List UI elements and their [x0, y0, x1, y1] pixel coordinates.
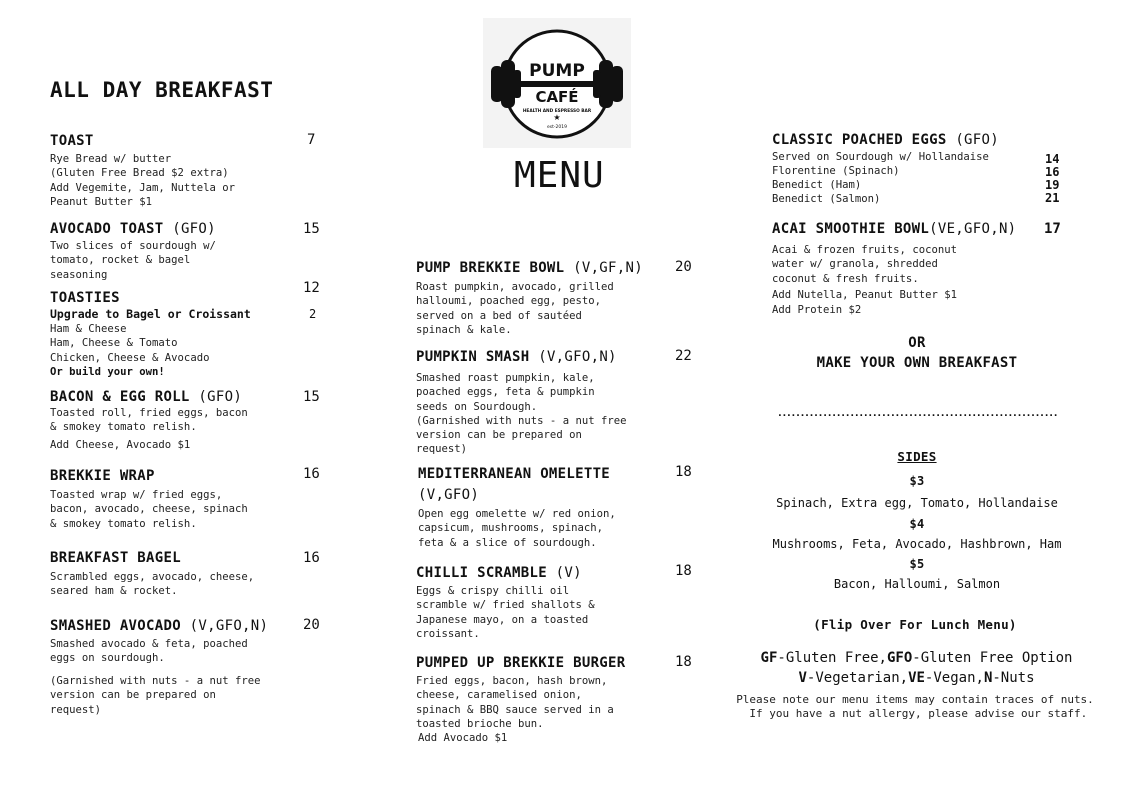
- item-description: Open egg omelette w/ red onion, capsicum, mushrooms, spinach, feta & a slice of sourdough.: [418, 508, 616, 549]
- item-price: 18: [675, 563, 692, 579]
- item-extra: (Garnished with nuts - a nut free version can be prepared on request): [50, 675, 261, 716]
- item-price: 18: [675, 464, 692, 480]
- item-extra: Or build your own!: [50, 366, 165, 378]
- logo-line2: CAFÉ: [535, 88, 579, 106]
- poached-line: Served on Sourdough w/ Hollandaise: [772, 151, 989, 163]
- item-title: BACON & EGG ROLL (GFO): [50, 389, 243, 405]
- poached-line: Benedict (Ham): [772, 179, 862, 191]
- dotted-line: ..............................................................: [776, 408, 1058, 419]
- item-title: PUMP BREKKIE BOWL (V,GF,N): [416, 260, 643, 276]
- item-description: Roast pumpkin, avocado, grilled halloumi, poached egg, pesto, served on a bed of sautéed spinach & kale.: [416, 281, 614, 336]
- item-price: 7: [307, 132, 316, 148]
- item-title: CHILLI SCRAMBLE (V): [416, 565, 582, 581]
- item-price: 20: [303, 617, 320, 633]
- item-description: Rye Bread w/ butter (Gluten Free Bread $2 extra) Add Vegemite, Jam, Nuttela or Peanut Butter $1: [50, 153, 235, 208]
- sides-title: SIDES: [897, 449, 937, 464]
- item-price: 21: [1045, 191, 1060, 205]
- item-description: Toasted wrap w/ fried eggs, bacon, avocado, cheese, spinach & smokey tomato relish.: [50, 489, 248, 530]
- item-description: Scrambled eggs, avocado, cheese, seared ham & rocket.: [50, 571, 255, 598]
- item-extra: Add Cheese, Avocado $1: [50, 439, 191, 451]
- page-heading: ALL DAY BREAKFAST: [50, 78, 274, 102]
- item-price: 18: [675, 654, 692, 670]
- item-title: AVOCADO TOAST (GFO): [50, 221, 216, 237]
- sides-items: Spinach, Extra egg, Tomato, Hollandaise: [776, 496, 1058, 510]
- item-title: TOASTIES: [50, 290, 120, 306]
- poached-line: Florentine (Spinach): [772, 165, 900, 177]
- svg-text:★: ★: [553, 113, 561, 122]
- item-price: 17: [1044, 221, 1061, 237]
- logo-est: est-2019: [547, 125, 567, 130]
- item-title: TOAST: [50, 133, 94, 149]
- item-price: 20: [675, 259, 692, 275]
- item-price: 16: [1045, 165, 1060, 179]
- item-price: 12: [303, 280, 320, 296]
- dumbbell-logo-icon: [483, 18, 631, 148]
- allergy-note: Please note our menu items may contain traces of nuts. If you have a nut allergy, please advise our staff.: [736, 693, 1094, 721]
- item-price: 15: [303, 221, 320, 237]
- item-title: ACAI SMOOTHIE BOWL(VE,GFO,N): [772, 221, 1017, 237]
- logo-line1: PUMP: [529, 61, 585, 81]
- menu-title: MENU: [514, 155, 605, 196]
- item-title: PUMPED UP BREKKIE BURGER: [416, 655, 626, 671]
- item-price: 14: [1045, 152, 1060, 166]
- flip-note: (Flip Over For Lunch Menu): [813, 617, 1017, 632]
- item-extra: Add Nutella, Peanut Butter $1 Add Protein $2: [772, 289, 957, 316]
- item-description: Fried eggs, bacon, hash brown, cheese, caramelised onion, spinach & BBQ sauce served in a toasted brioche bun.: [416, 675, 614, 730]
- item-description: Smashed roast pumpkin, kale, poached eggs, feta & pumpkin seeds on Sourdough. (Garnished with nuts - a nut free version can be prepared on request): [416, 372, 627, 456]
- sides-items: Bacon, Halloumi, Salmon: [833, 577, 1001, 591]
- item-title: CLASSIC POACHED EGGS (GFO): [772, 132, 999, 148]
- item-title: SMASHED AVOCADO (V,GFO,N): [50, 618, 269, 634]
- item-description: Smashed avocado & feta, poached eggs on sourdough.: [50, 638, 248, 665]
- logo-tagline: HEALTH AND ESPRESSO BAR: [522, 109, 592, 114]
- poached-line: Benedict (Salmon): [772, 193, 881, 205]
- item-description: Acai & frozen fruits, coconut water w/ granola, shredded coconut & fresh fruits.: [772, 244, 957, 285]
- item-price: 15: [303, 389, 320, 405]
- or-label: OR: [908, 335, 926, 351]
- upgrade-note: Upgrade to Bagel or Croissant: [50, 307, 251, 321]
- sides-price: $3: [909, 474, 925, 488]
- item-price: 22: [675, 348, 692, 364]
- item-price: 16: [303, 550, 320, 566]
- item-price: 16: [303, 466, 320, 482]
- item-title: MEDITERRANEAN OMELETTE (V,GFO): [418, 466, 611, 503]
- upgrade-price: 2: [309, 307, 317, 321]
- sides-price: $5: [909, 557, 925, 571]
- item-description: Toasted roll, fried eggs, bacon & smokey tomato relish.: [50, 407, 248, 434]
- sides-price: $4: [909, 517, 925, 531]
- item-description: Eggs & crispy chilli oil scramble w/ fried shallots & Japanese mayo, on a toasted croissant.: [416, 585, 595, 640]
- item-title: BREKKIE WRAP: [50, 468, 155, 484]
- item-title: BREAKFAST BAGEL: [50, 550, 181, 566]
- sides-items: Mushrooms, Feta, Avocado, Hashbrown, Ham: [772, 537, 1062, 551]
- cafe-logo: [483, 18, 631, 148]
- item-description: Ham & Cheese Ham, Cheese & Tomato Chicken, Cheese & Avocado: [50, 323, 210, 364]
- item-extra: Add Avocado $1: [418, 732, 508, 744]
- item-description: Two slices of sourdough w/ tomato, rocket & bagel seasoning: [50, 240, 216, 281]
- legend-line-2: V-Vegetarian,VE-Vegan,N-Nuts: [798, 670, 1035, 686]
- legend-line-1: GF-Gluten Free,GFO-Gluten Free Option: [760, 650, 1073, 666]
- item-title: PUMPKIN SMASH (V,GFO,N): [416, 349, 617, 365]
- make-your-own-label: MAKE YOUR OWN BREAKFAST: [816, 355, 1018, 371]
- item-price: 19: [1045, 178, 1060, 192]
